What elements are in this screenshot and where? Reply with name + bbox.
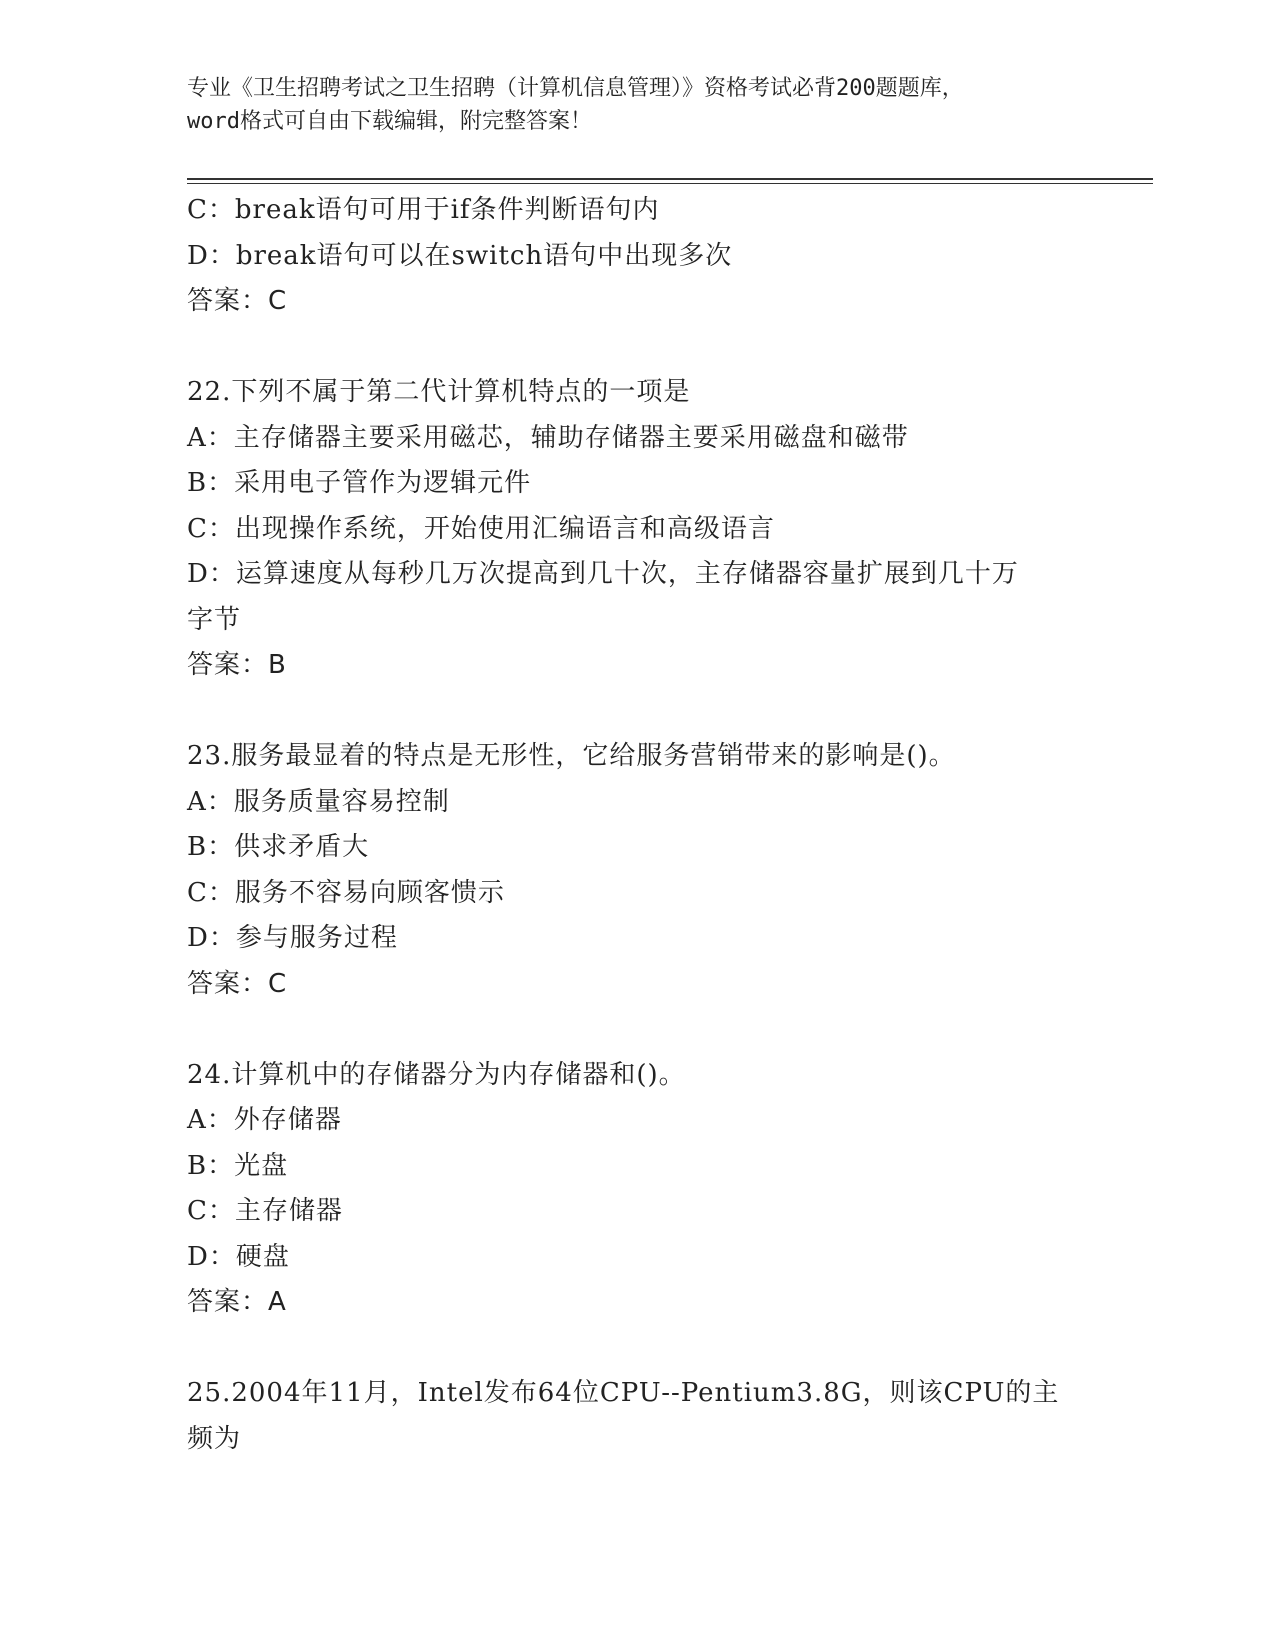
spacer	[187, 689, 1087, 735]
q23-option-a: A：服务质量容易控制	[187, 786, 450, 817]
question-24	[187, 1053, 1087, 1326]
question-22	[187, 370, 1087, 689]
q22-question: 22.下列不属于第二代计算机特点的一项是	[187, 377, 691, 407]
q24-question: 24.计算机中的存储器分为内存储器和()。	[187, 1059, 686, 1090]
header-title-line-1: 专业《卫生招聘考试之卫生招聘（计算机信息管理）》资格考试必背200题题库，	[187, 76, 964, 101]
page-header	[187, 72, 1087, 138]
question-25	[187, 1371, 1087, 1462]
q24-option-d: D：硬盘	[187, 1241, 290, 1272]
q24-option-c: C：主存储器	[187, 1196, 343, 1226]
q25-question-line-1: 25.2004年11月，Intel发布64位CPU--Pentium3.8G，则该CPU的主	[187, 1378, 1060, 1408]
q22-answer: 答案：B	[187, 650, 287, 680]
q22-option-b: B：采用电子管作为逻辑元件	[187, 468, 532, 498]
q21-answer: 答案：C	[187, 286, 288, 316]
q24-option-a: A：外存储器	[187, 1105, 342, 1135]
q22-option-d-line-1: D：运算速度从每秒几万次提高到几十次，主存储器容量扩展到几十万	[187, 559, 1019, 589]
q22-option-d-line-2: 字节	[187, 604, 242, 635]
q23-option-c: C：服务不容易向顾客愦示	[187, 877, 505, 908]
q22-option-a: A：主存储器主要采用磁芯，辅助存储器主要采用磁盘和磁带	[187, 422, 909, 453]
question-list	[187, 188, 1087, 1462]
q25-question-line-2: 频为	[187, 1423, 242, 1454]
header-divider-thick	[187, 178, 1153, 180]
q23-option-d: D：参与服务过程	[187, 923, 398, 953]
q22-option-c: C：出现操作系统，开始使用汇编语言和高级语言	[187, 513, 775, 544]
q23-answer: 答案：C	[187, 968, 288, 999]
header-divider-thin	[187, 183, 1153, 184]
q24-option-b: B：光盘	[187, 1150, 289, 1181]
question-21-fragment	[187, 188, 1087, 325]
q23-option-b: B：供求矛盾大	[187, 832, 370, 862]
question-23	[187, 734, 1087, 1007]
spacer	[187, 1326, 1087, 1372]
q21-option-d: D：break语句可以在switch语句中出现多次	[187, 240, 733, 271]
header-title-line-2: word格式可自由下载编辑，附完整答案！	[187, 109, 592, 134]
spacer	[187, 1007, 1087, 1053]
q21-option-c: C：break语句可用于if条件判断语句内	[187, 195, 660, 225]
spacer	[187, 325, 1087, 371]
q24-answer: 答案：A	[187, 1287, 287, 1317]
q23-question: 23.服务最显着的特点是无形性，它给服务营销带来的影响是()。	[187, 741, 956, 771]
